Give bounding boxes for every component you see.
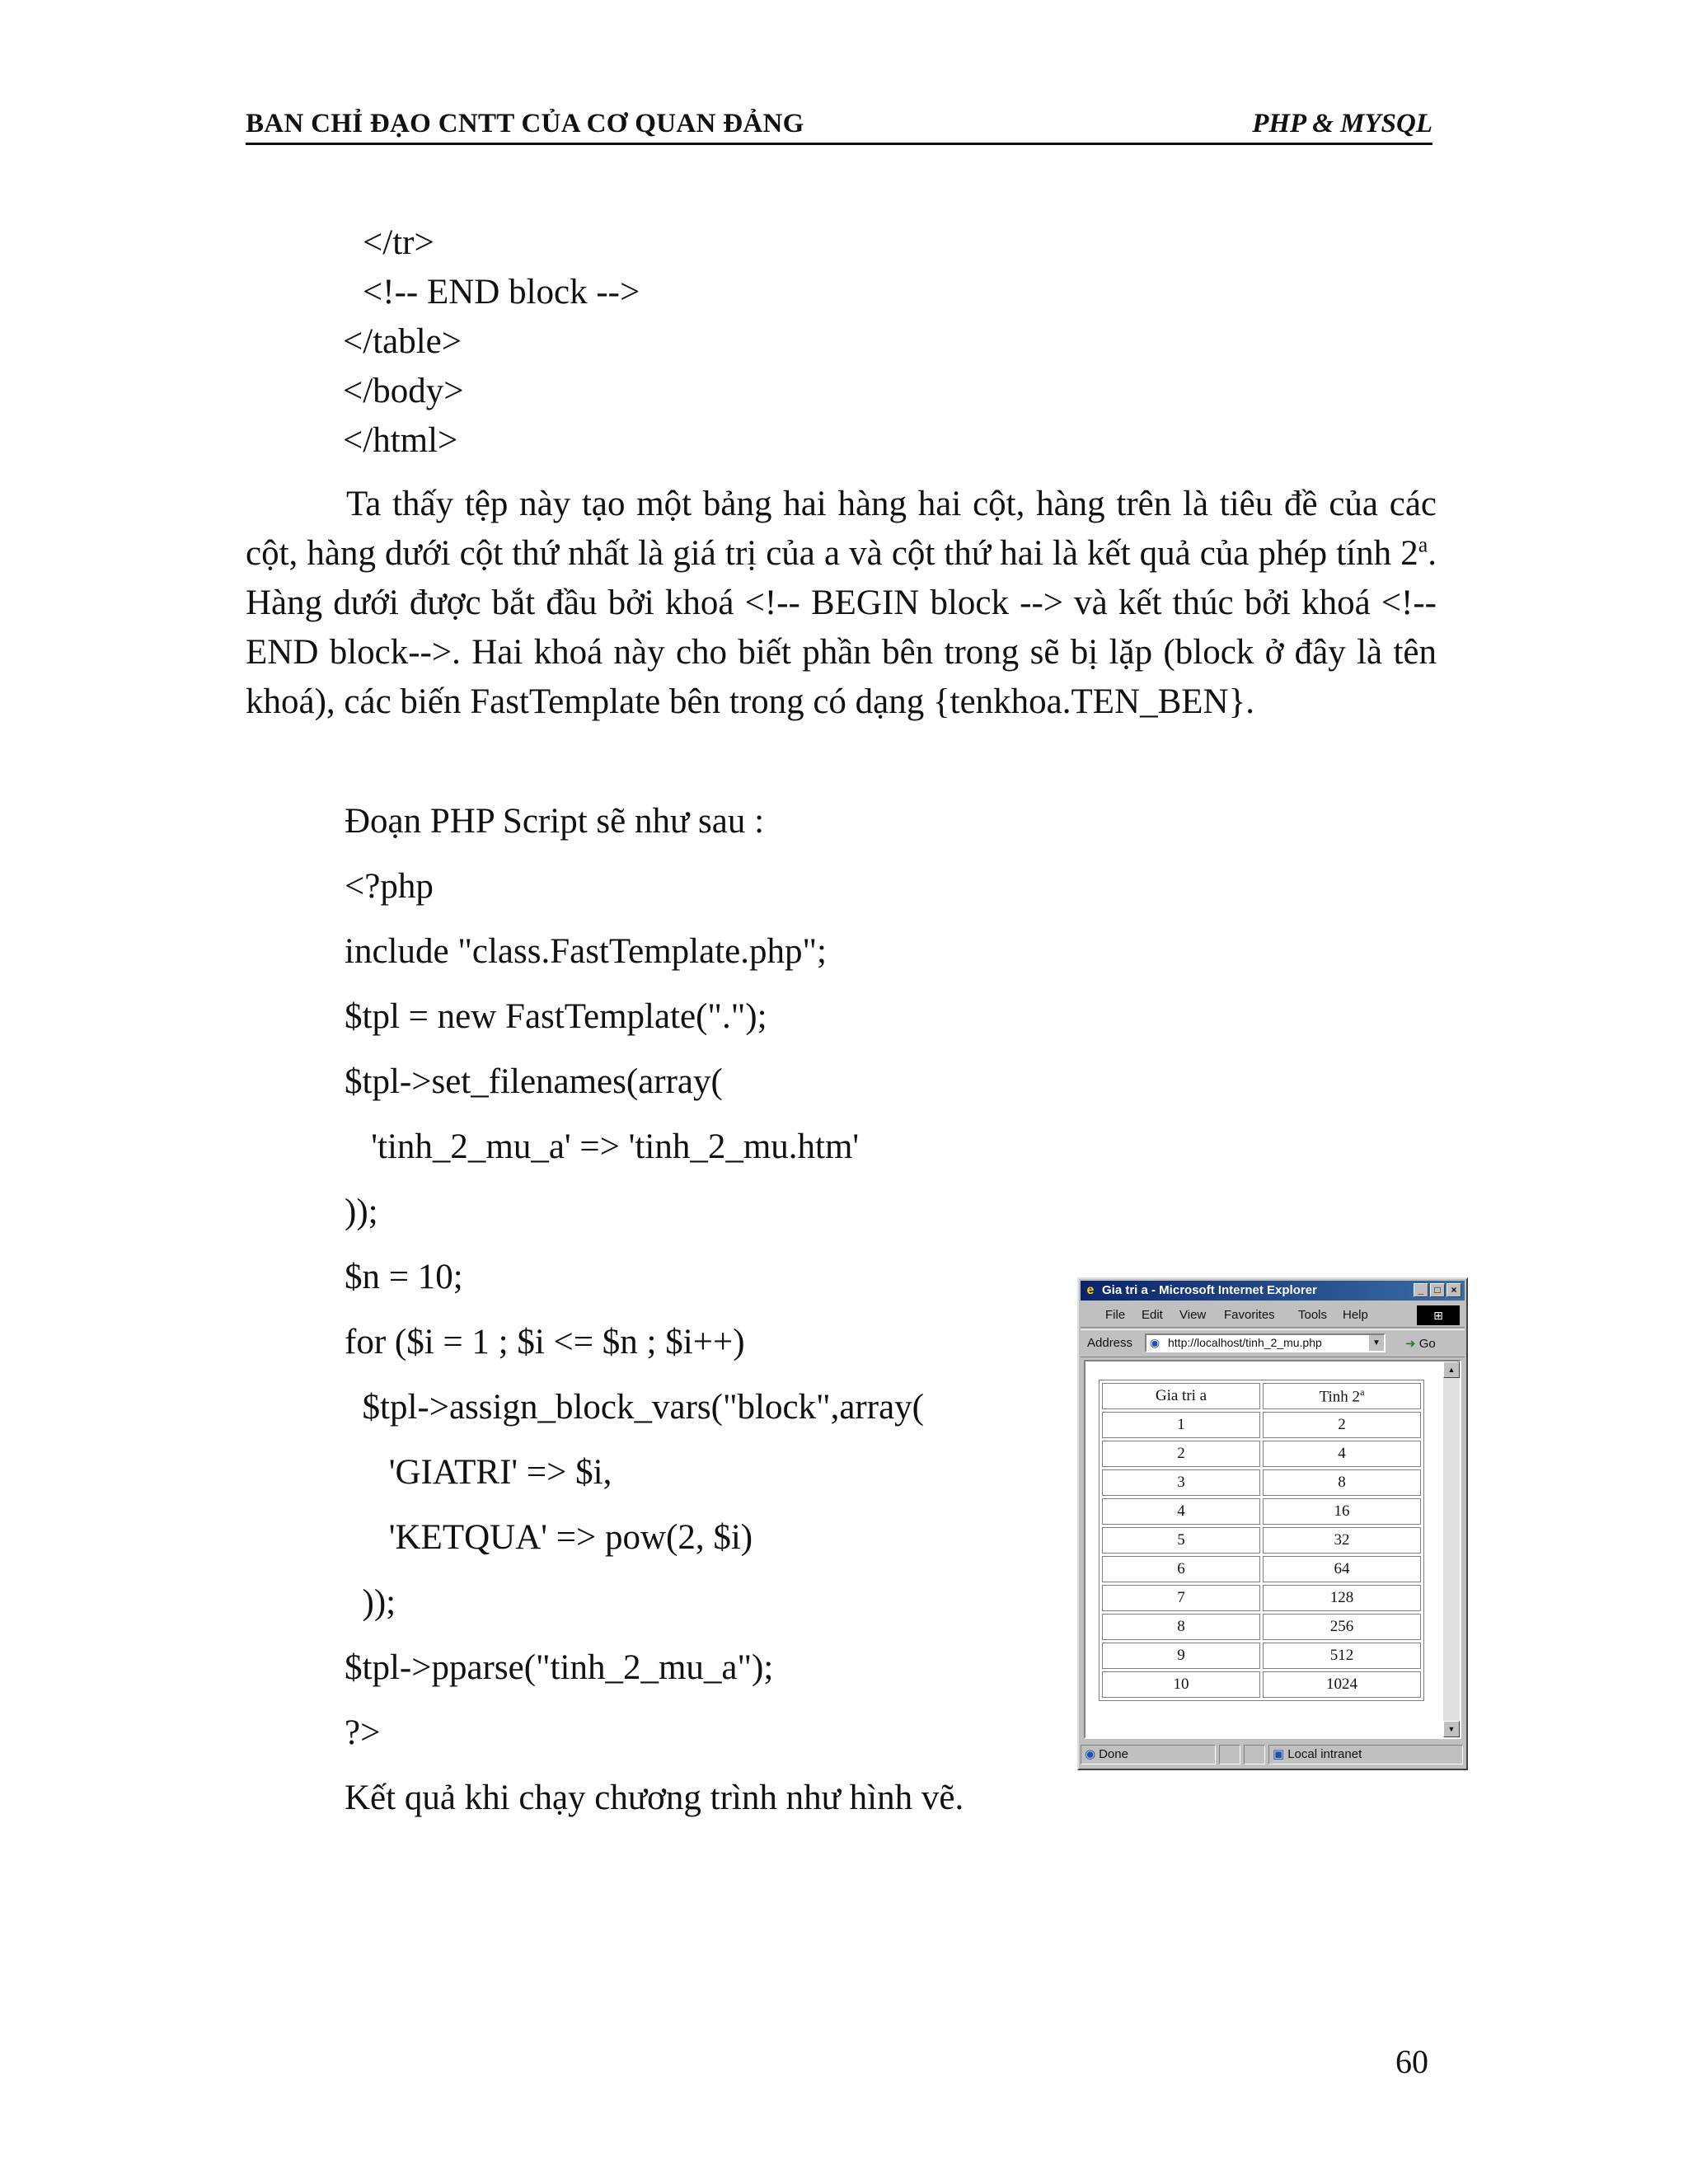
script-intro: Đoạn PHP Script sẽ như sau : xyxy=(345,802,765,841)
page-done-icon: ◉ xyxy=(1085,1747,1096,1761)
header-book-title: PHP & MYSQL xyxy=(1252,109,1432,138)
status-cell-empty xyxy=(1244,1745,1265,1765)
code-line: 'KETQUA' => pow(2, $i) xyxy=(345,1518,753,1557)
cell-a: 8 xyxy=(1102,1614,1260,1640)
cell-a: 1 xyxy=(1102,1412,1260,1438)
status-cell-empty xyxy=(1219,1745,1240,1765)
status-zone-label: Local intranet xyxy=(1287,1747,1362,1761)
cell-a: 3 xyxy=(1102,1469,1260,1496)
paragraph-part1: Ta thấy tệp này tạo một bảng hai hàng hai cột, hàng trên là tiêu đề của các cột, hàng dưới cột thứ nhất là giá trị của a và cột thứ hai là kết quả của phép tính 2 xyxy=(246,485,1437,573)
menu-file[interactable]: File xyxy=(1105,1308,1126,1322)
code-line: $tpl = new FastTemplate("."); xyxy=(345,997,767,1036)
table-row xyxy=(1102,1498,1421,1525)
code-line: )); xyxy=(345,1193,378,1231)
header-organization: BAN CHỈ ĐẠO CNTT CỦA CƠ QUAN ĐẢNG xyxy=(246,109,804,138)
status-done xyxy=(1081,1745,1216,1765)
cell-result: 512 xyxy=(1263,1643,1421,1669)
scroll-up-icon[interactable]: ▲ xyxy=(1443,1361,1460,1378)
code-line: 'tinh_2_mu_a' => 'tinh_2_mu.htm' xyxy=(345,1127,860,1166)
minimize-icon[interactable]: _ xyxy=(1414,1283,1428,1297)
cell-result: 32 xyxy=(1263,1527,1421,1554)
result-caption: Kết quả khi chạy chương trình như hình vẽ. xyxy=(345,1779,964,1817)
browser-menubar xyxy=(1081,1304,1465,1328)
table-row xyxy=(1102,1643,1421,1669)
status-bar xyxy=(1081,1742,1465,1767)
result-table xyxy=(1099,1380,1424,1701)
maximize-icon[interactable]: □ xyxy=(1430,1283,1445,1297)
code-line: $tpl->assign_block_vars("block",array( xyxy=(345,1388,924,1427)
go-arrow-icon: ➜ xyxy=(1405,1337,1416,1351)
cell-result: 256 xyxy=(1263,1614,1421,1640)
table-row xyxy=(1102,1527,1421,1554)
cell-a: 4 xyxy=(1102,1498,1260,1525)
header-value-a: Gia tri a xyxy=(1102,1383,1260,1409)
table-row xyxy=(1102,1469,1421,1496)
cell-result: 64 xyxy=(1263,1556,1421,1582)
table-row xyxy=(1102,1556,1421,1582)
page-icon: ◉ xyxy=(1149,1336,1160,1349)
cell-result: 4 xyxy=(1263,1441,1421,1467)
code-line-html-close: </html> xyxy=(343,421,458,460)
table-header-row xyxy=(1102,1383,1421,1409)
intranet-icon: ▣ xyxy=(1273,1747,1285,1761)
go-label: Go xyxy=(1418,1337,1436,1351)
cell-result: 128 xyxy=(1263,1585,1421,1611)
browser-title: Gia tri a - Microsoft Internet Explorer xyxy=(1102,1283,1317,1297)
browser-viewport xyxy=(1084,1360,1461,1739)
code-line-body-close: </body> xyxy=(343,372,464,410)
browser-window-screenshot xyxy=(1077,1277,1468,1770)
cell-a: 5 xyxy=(1102,1527,1260,1554)
code-line-table-close: </table> xyxy=(343,322,462,361)
table-row xyxy=(1102,1412,1421,1438)
menu-view[interactable]: View xyxy=(1179,1308,1207,1322)
cell-a: 6 xyxy=(1102,1556,1260,1582)
code-line: $tpl->pparse("tinh_2_mu_a"); xyxy=(345,1648,774,1687)
menu-edit[interactable]: Edit xyxy=(1142,1308,1163,1322)
cell-a: 9 xyxy=(1102,1643,1260,1669)
code-line: )); xyxy=(345,1583,396,1622)
status-done-label: Done xyxy=(1099,1747,1128,1761)
code-line: include "class.FastTemplate.php"; xyxy=(345,932,827,971)
table-row xyxy=(1102,1671,1421,1698)
cell-result: 8 xyxy=(1263,1469,1421,1496)
vertical-scrollbar[interactable] xyxy=(1443,1361,1460,1737)
menu-help[interactable]: Help xyxy=(1343,1308,1368,1322)
page-header xyxy=(246,103,1432,145)
cell-result: 1024 xyxy=(1263,1671,1421,1698)
header-power xyxy=(1263,1383,1421,1409)
address-input[interactable] xyxy=(1145,1333,1386,1352)
status-zone xyxy=(1268,1745,1463,1765)
code-line: $tpl->set_filenames(array( xyxy=(345,1062,723,1101)
paragraph-superscript: a xyxy=(1418,532,1428,557)
address-url: http://localhost/tinh_2_mu.php xyxy=(1168,1336,1322,1349)
table-row xyxy=(1102,1614,1421,1640)
cell-result: 2 xyxy=(1263,1412,1421,1438)
address-bar xyxy=(1081,1329,1465,1357)
table-row xyxy=(1102,1585,1421,1611)
header-power-sup: a xyxy=(1360,1385,1365,1398)
code-line: 'GIATRI' => $i, xyxy=(345,1453,612,1492)
code-line: <?php xyxy=(345,867,434,906)
browser-titlebar xyxy=(1081,1281,1465,1301)
cell-a: 7 xyxy=(1102,1585,1260,1611)
code-line: ?> xyxy=(345,1713,381,1752)
header-power-label: Tinh 2 xyxy=(1319,1388,1361,1406)
address-label: Address xyxy=(1087,1336,1133,1350)
go-button[interactable] xyxy=(1405,1336,1436,1351)
page-number: 60 xyxy=(1395,2043,1428,2080)
code-line-tr-close: </tr> xyxy=(363,223,434,262)
paragraph-part2: . Hàng dưới được bắt đầu bởi khoá <!-- BEGIN block --> và kết thúc bởi khoá <!-- END block-->. Hai khoá này cho biết phần bên trong sẽ bị lặp (block ở đây là tên khoá), các biến FastTemplate bên trong có dạng {tenkhoa.TEN_BEN}. xyxy=(246,534,1437,721)
table-row xyxy=(1102,1441,1421,1467)
scroll-down-icon[interactable]: ▼ xyxy=(1443,1721,1460,1737)
cell-a: 10 xyxy=(1102,1671,1260,1698)
close-icon[interactable]: × xyxy=(1447,1283,1461,1297)
chevron-down-icon[interactable]: ▼ xyxy=(1369,1335,1384,1351)
explanation-paragraph xyxy=(246,480,1437,727)
cell-a: 2 xyxy=(1102,1441,1260,1467)
ie-logo-icon: e xyxy=(1086,1283,1095,1297)
cell-result: 16 xyxy=(1263,1498,1421,1525)
code-line: $n = 10; xyxy=(345,1258,463,1296)
menu-tools[interactable]: Tools xyxy=(1298,1308,1328,1322)
code-line-end-block: <!-- END block --> xyxy=(363,273,640,312)
code-line: for ($i = 1 ; $i <= $n ; $i++) xyxy=(345,1323,745,1361)
windows-logo-icon: ⊞ xyxy=(1417,1305,1460,1325)
menu-favorites[interactable]: Favorites xyxy=(1224,1308,1275,1322)
